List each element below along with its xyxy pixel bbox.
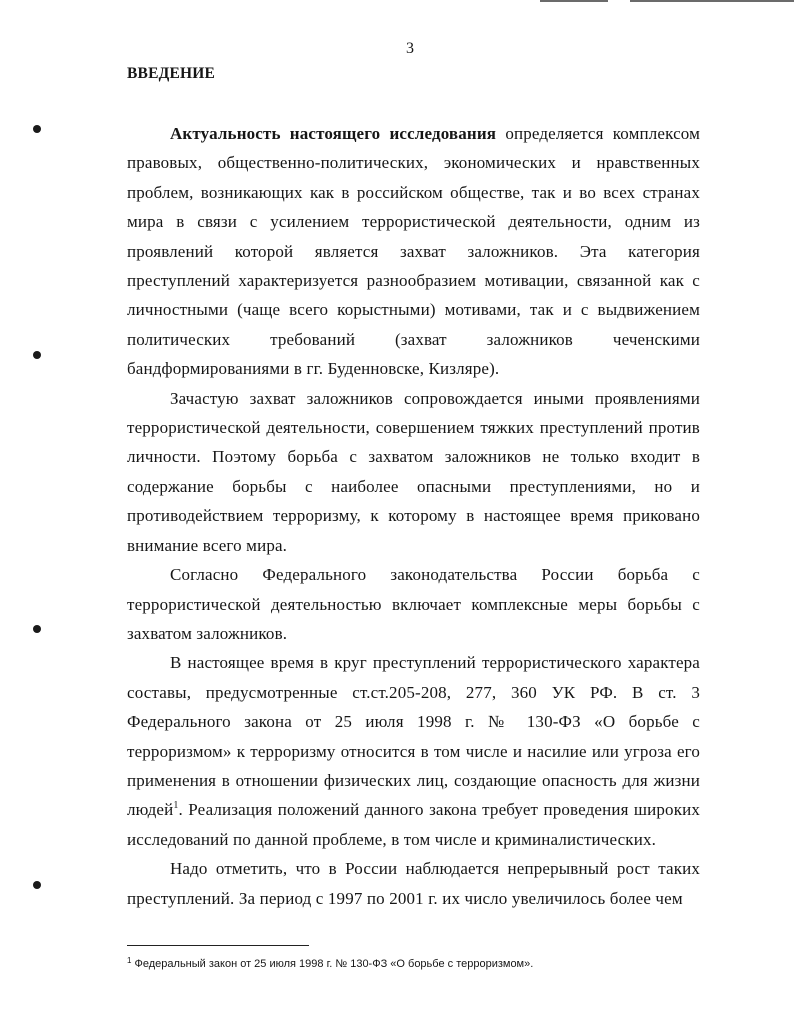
punch-hole-mark <box>33 351 41 359</box>
scan-edge-mark <box>630 0 794 2</box>
main-text <box>127 119 700 913</box>
relevance-text: определяется комплексом правовых, общественно-политических, экономических и нравственных проблем, возникающих как в российском обществе, так и во всех странах мира в связи с усилением террористической деятельности, одним из проявлений которой является захват заложников. Эта категория преступлений характеризуется разнообразием мотивации, связанной как с личностными (чаще всего корыстными) мотивами, так и с выдвижением политических требований (захват заложников чеченскими бандформированиями в гг. Буденновске, Кизляре). <box>127 124 700 379</box>
footnote-divider <box>127 945 309 946</box>
paragraph-relevance <box>127 119 700 384</box>
footnote-marker: 1 <box>127 956 132 965</box>
relevance-lead: Актуальность настоящего исследования <box>170 124 497 143</box>
footnote-reference[interactable]: 1 <box>173 800 179 812</box>
punch-hole-mark <box>33 125 41 133</box>
paragraph-criminal-code <box>127 648 700 854</box>
paragraph-terrorism-link: Зачастую захват заложников сопровождается иными проявлениями террористической деятельности, совершением тяжких преступлений против личности. Поэтому борьба с захватом заложников не только входит в содержание борьбы с наиболее опасными преступлениями, но и противодействием терроризму, к которому в настоящее время приковано внимание всего мира. <box>127 388 700 555</box>
paragraph-growth: Надо отметить, что в России наблюдается непрерывный рост таких преступлений. За период с 1997 по 2001 г. их число увеличилось более чем <box>127 859 700 908</box>
criminal-code-text-end: . Реализация положений данного закона требует проведения широких исследований по данной проблеме, в том числе и криминалистических. <box>127 800 700 849</box>
footnote-text: Федеральный закон от 25 июля 1998 г. № 130-ФЗ «О борьбе с терроризмом». <box>131 958 534 970</box>
page-number: 3 <box>406 40 414 57</box>
criminal-code-text: В настоящее время в круг преступлений террористического характера составы, предусмотренные ст.ст.205-208, 277, 360 УК РФ. В ст. 3 Федерального закона от 25 июля 1998 г. № 130-ФЗ «О борьбе с терроризмом» к терроризму относится в том числе и насилие или угроза его применения в отношении физических лиц, создающие опасность для жизни людей <box>127 653 700 820</box>
paragraph-federal-law: Согласно Федерального законодательства России борьба с террористической деятельностью включает комплексные меры борьбы с захватом заложников. <box>127 565 700 643</box>
scan-edge-mark <box>540 0 608 2</box>
punch-hole-mark <box>33 625 41 633</box>
section-heading: ВВЕДЕНИЕ <box>127 65 216 82</box>
footnote <box>127 957 727 971</box>
punch-hole-mark <box>33 881 41 889</box>
